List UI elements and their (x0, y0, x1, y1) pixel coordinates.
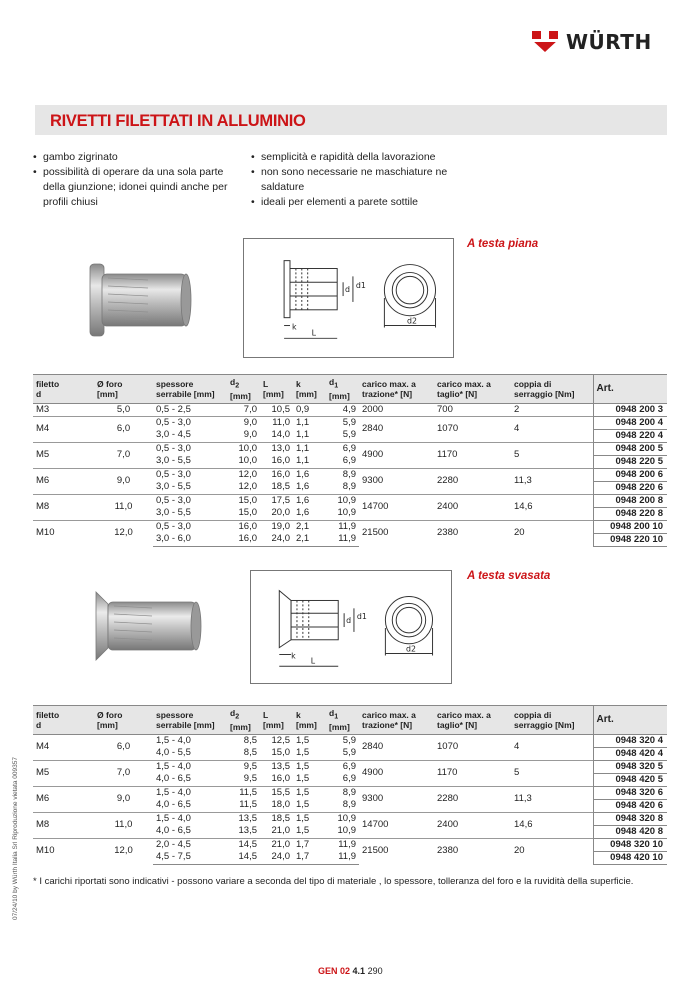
cell-article-number: 0948 320 6 (593, 786, 667, 799)
header-k: k [mm] (293, 706, 326, 735)
header-shear: carico max. a taglio* [N] (434, 375, 511, 404)
cell-article-number: 0948 200 3 (593, 403, 667, 416)
cell-thread: M8 (33, 812, 94, 838)
dim-label-d2: d2 (407, 316, 418, 326)
cell-clamp: 1,5 - 4,0 (153, 812, 227, 825)
cell-clamp: 1,5 - 4,0 (153, 786, 227, 799)
cell-L: 14,0 (271, 429, 290, 441)
cell-d2: 8,5 (243, 734, 257, 746)
cell-L: 24,0 (260, 851, 293, 864)
cell-L: 20,0 (271, 507, 290, 519)
cell-shear-load: 700 (437, 403, 453, 415)
cell-article-number: 0948 220 5 (593, 455, 667, 468)
cell-d1: 6,9 (342, 773, 356, 785)
title-bar (35, 105, 667, 135)
cell-tensile-load: 21500 (359, 520, 434, 546)
cell-thread: M6 (33, 468, 94, 494)
cell-article-number: 0948 220 6 (593, 481, 667, 494)
cell-k: 1,5 (293, 812, 326, 825)
cell-L: 12,5 (271, 734, 290, 746)
features-right (251, 150, 456, 210)
cell-tensile-load: 4900 (359, 442, 434, 468)
spec-table-body (33, 403, 667, 546)
cell-torque: 14,6 (511, 494, 593, 520)
footnote: * I carichi riportati sono indicativi - possono variare a seconda del tipo di materiale , lo spessore, tolleranza del foro e la ruvidità della superficie. (33, 876, 634, 887)
cell-thread: M4 (33, 416, 94, 442)
table-row (33, 520, 667, 533)
dim-label-d1: d1 (356, 612, 367, 622)
cell-L: 16,0 (271, 455, 290, 467)
cell-d1: 10,9 (326, 812, 359, 825)
cell-torque: 20 (511, 838, 593, 864)
header-thread: filetto d (33, 706, 94, 735)
cell-k: 1,1 (296, 455, 310, 467)
cell-L: 18,5 (260, 812, 293, 825)
page-footer (318, 966, 383, 976)
cell-k: 1,6 (296, 481, 310, 493)
cell-clamp: 0,5 - 3,0 (153, 520, 227, 533)
header-hole: Ø foro [mm] (94, 706, 153, 735)
cell-article-number: 0948 420 8 (593, 825, 667, 838)
side-print: 07/24/10 by Würth Italia Srl Riproduzione vietata 009357 (12, 757, 19, 920)
cell-article-number: 0948 420 4 (593, 747, 667, 760)
cell-tensile-load: 9300 (359, 786, 434, 812)
cell-tensile-load: 2840 (359, 416, 434, 442)
table-row (33, 416, 667, 429)
header-thread: filetto d (33, 375, 94, 404)
cell-d2: 13,5 (227, 812, 260, 825)
cell-d1: 10,9 (337, 825, 356, 837)
section-number: 4.1 (352, 966, 366, 976)
cell-article-number: 0948 220 8 (593, 507, 667, 520)
cell-k: 1,6 (296, 507, 310, 519)
dim-label-d: d (346, 616, 352, 626)
cell-hole: 5,0 (116, 403, 131, 415)
cell-shear-load: 1170 (434, 442, 511, 468)
cell-article-number: 0948 320 10 (593, 838, 667, 851)
cell-d2: 8,5 (243, 747, 257, 759)
flat-head-technical-drawing (243, 238, 454, 358)
cell-d2: 10,0 (227, 442, 260, 455)
table-row (33, 734, 667, 747)
countersunk-technical-drawing (250, 570, 452, 684)
cell-clamp: 4,0 - 5,5 (156, 747, 191, 759)
cell-torque: 4 (511, 416, 593, 442)
cell-thread: M8 (33, 494, 94, 520)
cell-torque: 14,6 (511, 812, 593, 838)
cell-d1: 8,9 (342, 799, 356, 811)
header-art: Art. (593, 706, 667, 735)
header-d2: $d_2$ [mm] (227, 706, 260, 735)
cell-d1: 6,9 (326, 760, 359, 773)
dim-label-d2: d2 (406, 644, 417, 654)
cell-thread: M5 (33, 442, 94, 468)
cell-d2: 10,0 (238, 455, 257, 467)
cell-torque: 20 (511, 520, 593, 546)
cell-d1: 5,9 (342, 734, 356, 746)
cell-L: 13,5 (260, 760, 293, 773)
cell-d1: 11,9 (326, 520, 359, 533)
table-row (33, 786, 667, 799)
cell-d1: 8,9 (326, 468, 359, 481)
dim-label-L: L (311, 328, 317, 338)
spec-table-body (33, 734, 667, 864)
cell-tensile-load: 4900 (359, 760, 434, 786)
cell-L: 21,0 (260, 838, 293, 851)
cell-shear-load: 2400 (434, 494, 511, 520)
cell-L: 11,0 (260, 416, 293, 429)
cell-shear-load: 1170 (434, 760, 511, 786)
cell-k: 1,1 (296, 429, 310, 441)
cell-d1: 11,9 (326, 533, 359, 546)
page-title: RIVETTI FILETTATI IN ALLUMINIO (50, 112, 306, 130)
cell-shear-load: 2380 (434, 520, 511, 546)
cell-shear-load: 2280 (434, 468, 511, 494)
cell-hole: 6,0 (116, 741, 131, 753)
table-row (33, 838, 667, 851)
wurth-logo (530, 28, 652, 56)
header-k: k [mm] (293, 375, 326, 404)
cell-L: 21,0 (271, 825, 290, 837)
cell-L: 18,0 (271, 799, 290, 811)
cell-hole: 12,0 (94, 520, 153, 546)
cell-d2: 11,5 (239, 799, 257, 811)
cell-tensile-load: 2000 (362, 403, 384, 415)
header-tensile: carico max. a trazione* [N] (359, 706, 434, 735)
cell-d2: 15,0 (238, 507, 257, 519)
cell-thread: M5 (33, 760, 94, 786)
rivet-flat-head-photo (88, 262, 200, 338)
cell-k: 1,1 (293, 416, 326, 429)
cell-hole: 6,0 (94, 416, 153, 442)
cell-k: 2,1 (293, 520, 326, 533)
header-d2: $d_2$ [mm] (227, 375, 260, 404)
cell-hole: 7,0 (94, 442, 153, 468)
feature-item: • non sono necessarie ne maschiature ne saldature (251, 165, 456, 195)
cell-d2: 15,0 (227, 494, 260, 507)
table-row (33, 494, 667, 507)
cell-tensile-load: 21500 (359, 838, 434, 864)
cell-L: 15,0 (271, 747, 290, 759)
cell-clamp: 2,0 - 4,5 (153, 838, 227, 851)
features-left (33, 150, 248, 210)
cell-k: 1,7 (293, 851, 326, 864)
feature-item: • possibilità di operare da una sola parte della giunzione; idonei quindi anche per profili chiusi (33, 165, 248, 210)
table-row (33, 403, 667, 416)
cell-d1: 11,9 (326, 838, 359, 851)
cell-tensile-load: 2840 (362, 741, 384, 753)
cell-clamp: 3,0 - 5,5 (156, 481, 191, 493)
header-L: L [mm] (260, 375, 293, 404)
feature-item: • semplicità e rapidità della lavorazione (251, 150, 456, 165)
cell-article-number: 0948 200 5 (593, 442, 667, 455)
cell-d1: 11,9 (326, 851, 359, 864)
cell-shear-load: 2380 (434, 838, 511, 864)
cell-article-number: 0948 420 6 (593, 799, 667, 812)
rivet-countersunk-photo (94, 590, 204, 662)
cell-L: 10,5 (271, 403, 290, 415)
spec-table-countersunk (33, 705, 667, 865)
cell-d2: 7,0 (243, 403, 257, 415)
cell-d1: 5,9 (342, 429, 356, 441)
header-d1: $d_1$ [mm] (326, 706, 359, 735)
cell-k: 1,5 (296, 747, 310, 759)
cell-d1: 5,9 (342, 747, 356, 759)
cell-article-number: 0948 220 10 (593, 533, 667, 546)
cell-article-number: 0948 320 4 (593, 734, 667, 747)
cell-L: 16,0 (271, 773, 290, 785)
cell-thread: M3 (36, 403, 50, 415)
cell-L: 17,5 (260, 494, 293, 507)
header-torque: coppia di serraggio [Nm] (511, 375, 593, 404)
cell-L: 18,5 (271, 481, 290, 493)
cell-d1: 8,9 (326, 786, 359, 799)
cell-clamp: 1,5 - 4,0 (156, 734, 191, 746)
cell-clamp: 3,0 - 6,0 (153, 533, 227, 546)
page-number: 290 (367, 966, 383, 976)
cell-article-number: 0948 220 4 (593, 429, 667, 442)
cell-shear-load: 2400 (434, 812, 511, 838)
cell-k: 1,6 (293, 468, 326, 481)
cell-clamp: 0,5 - 3,0 (153, 468, 227, 481)
table-row (33, 468, 667, 481)
cell-L: 16,0 (260, 468, 293, 481)
spec-table-flat-head (33, 374, 667, 547)
table-row (33, 812, 667, 825)
header-hole: Ø foro [mm] (94, 375, 153, 404)
cell-d2: 11,5 (227, 786, 260, 799)
cell-k: 1,5 (293, 760, 326, 773)
cell-hole: 12,0 (94, 838, 153, 864)
cell-hole: 11,0 (94, 494, 153, 520)
dim-label-L: L (310, 656, 316, 666)
cell-hole: 9,0 (94, 468, 153, 494)
cell-torque: 5 (511, 760, 593, 786)
cell-tensile-load: 14700 (359, 812, 434, 838)
cell-d2: 16,0 (227, 520, 260, 533)
cell-k: 0,9 (296, 403, 310, 415)
dim-label-d: d (345, 285, 351, 295)
cell-d1: 4,9 (342, 403, 356, 415)
header-clamp: spessore serrabile [mm] (153, 706, 227, 735)
wurth-wordmark: WÜRTH (566, 30, 652, 54)
header-d1: $d_1$ [mm] (326, 375, 359, 404)
cell-torque: 4 (514, 741, 520, 753)
feature-item: • gambo zigrinato (33, 150, 248, 165)
cell-clamp: 0,5 - 3,0 (153, 416, 227, 429)
cell-torque: 5 (511, 442, 593, 468)
header-art: Art. (593, 375, 667, 404)
cell-clamp: 4,0 - 6,5 (156, 825, 191, 837)
cell-k: 1,6 (293, 494, 326, 507)
cell-clamp: 4,0 - 6,5 (156, 773, 191, 785)
cell-d2: 9,0 (227, 416, 260, 429)
cell-d1: 5,9 (326, 416, 359, 429)
dim-label-k: k (291, 322, 297, 332)
cell-article-number: 0948 420 10 (593, 851, 667, 864)
cell-clamp: 0,5 - 2,5 (156, 403, 191, 415)
cell-d2: 14,5 (227, 838, 260, 851)
cell-clamp: 4,0 - 6,5 (156, 799, 191, 811)
cell-d2: 14,5 (227, 851, 260, 864)
cell-article-number: 0948 320 8 (593, 812, 667, 825)
feature-item: • ideali per elementi a parete sottile (251, 195, 456, 210)
dim-label-k: k (291, 651, 296, 661)
cell-clamp: 0,5 - 3,0 (153, 442, 227, 455)
cell-d1: 10,9 (326, 494, 359, 507)
cell-L: 15,5 (260, 786, 293, 799)
cell-k: 1,5 (296, 825, 310, 837)
cell-torque: 11,3 (511, 468, 593, 494)
section-label-countersunk: A testa svasata (467, 570, 551, 582)
cell-clamp: 1,5 - 4,0 (153, 760, 227, 773)
cell-shear-load: 1070 (437, 741, 459, 753)
cell-d2: 12,0 (227, 468, 260, 481)
cell-thread: M4 (36, 741, 50, 753)
cell-d1: 6,9 (342, 455, 356, 467)
cell-d2: 9,5 (243, 773, 257, 785)
cell-L: 13,0 (260, 442, 293, 455)
cell-clamp: 3,0 - 5,5 (156, 507, 191, 519)
table-row (33, 760, 667, 773)
cell-k: 1,5 (296, 773, 310, 785)
catalog-code: GEN 02 (318, 966, 351, 976)
cell-d2: 12,0 (238, 481, 257, 493)
cell-article-number: 0948 200 6 (593, 468, 667, 481)
cell-article-number: 0948 320 5 (593, 760, 667, 773)
cell-hole: 11,0 (94, 812, 153, 838)
cell-shear-load: 2280 (434, 786, 511, 812)
header-tensile: carico max. a trazione* [N] (359, 375, 434, 404)
cell-hole: 9,0 (94, 786, 153, 812)
cell-k: 1,5 (296, 734, 310, 746)
table-row (33, 442, 667, 455)
cell-clamp: 3,0 - 4,5 (156, 429, 191, 441)
header-shear: carico max. a taglio* [N] (434, 706, 511, 735)
cell-k: 1,5 (293, 786, 326, 799)
cell-d1: 6,9 (326, 442, 359, 455)
cell-clamp: 4,5 - 7,5 (153, 851, 227, 864)
header-clamp: spessore serrabile [mm] (153, 375, 227, 404)
cell-article-number: 0948 420 5 (593, 773, 667, 786)
header-L: L [mm] (260, 706, 293, 735)
cell-tensile-load: 9300 (359, 468, 434, 494)
header-torque: coppia di serraggio [Nm] (511, 706, 593, 735)
cell-k: 1,7 (293, 838, 326, 851)
cell-torque: 2 (514, 403, 520, 415)
cell-hole: 7,0 (94, 760, 153, 786)
cell-thread: M10 (33, 838, 94, 864)
cell-d2: 16,0 (227, 533, 260, 546)
cell-tensile-load: 14700 (359, 494, 434, 520)
cell-shear-load: 1070 (434, 416, 511, 442)
cell-d2: 9,0 (243, 429, 257, 441)
cell-article-number: 0948 200 10 (593, 520, 667, 533)
wurth-logo-icon (530, 28, 560, 56)
cell-d2: 9,5 (227, 760, 260, 773)
cell-article-number: 0948 200 8 (593, 494, 667, 507)
section-label-flat-head: A testa piana (467, 238, 539, 250)
cell-clamp: 3,0 - 5,5 (156, 455, 191, 467)
cell-L: 24,0 (260, 533, 293, 546)
cell-k: 2,1 (293, 533, 326, 546)
cell-L: 19,0 (260, 520, 293, 533)
cell-d1: 10,9 (337, 507, 356, 519)
cell-d1: 8,9 (342, 481, 356, 493)
cell-thread: M6 (33, 786, 94, 812)
cell-thread: M10 (33, 520, 94, 546)
cell-d2: 13,5 (238, 825, 257, 837)
cell-k: 1,1 (293, 442, 326, 455)
cell-clamp: 0,5 - 3,0 (153, 494, 227, 507)
cell-article-number: 0948 200 4 (593, 416, 667, 429)
cell-torque: 11,3 (511, 786, 593, 812)
cell-k: 1,5 (296, 799, 310, 811)
dim-label-d1: d1 (355, 281, 366, 291)
